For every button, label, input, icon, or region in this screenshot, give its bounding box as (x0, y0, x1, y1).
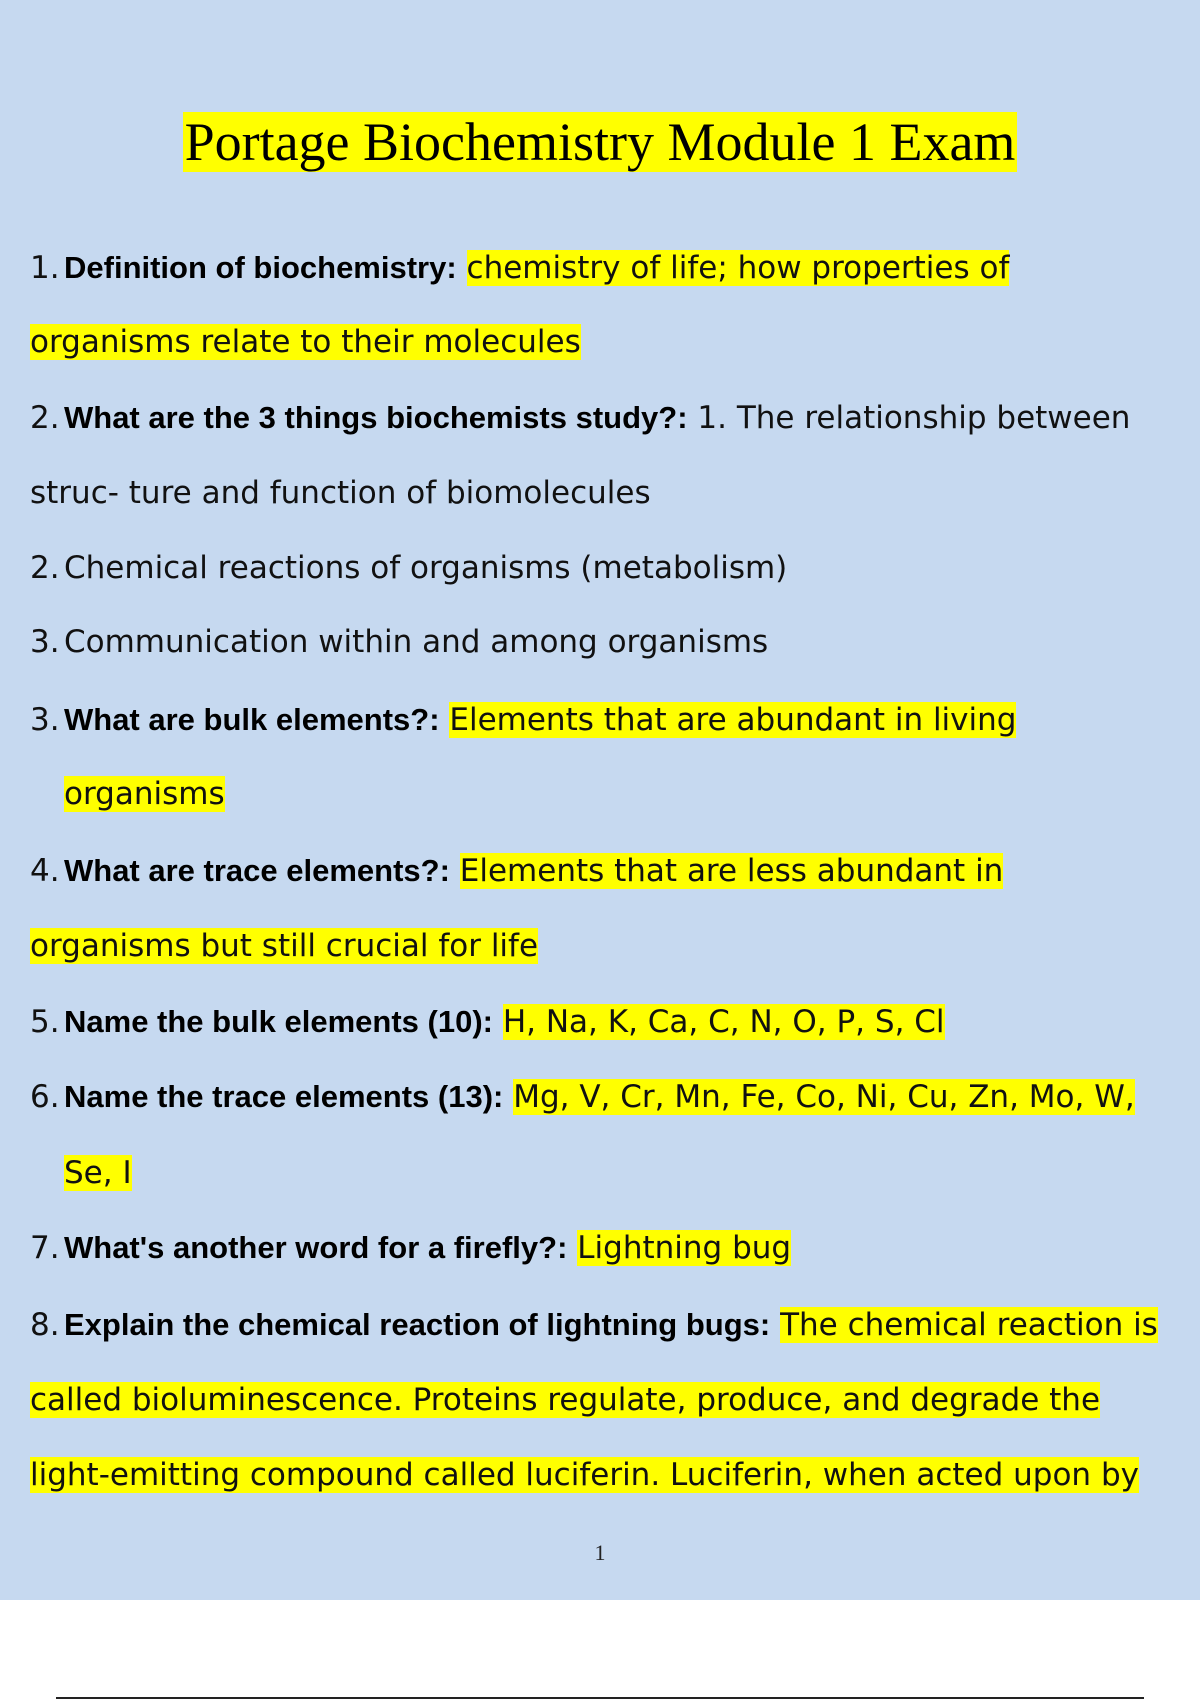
question-text: Explain the chemical reaction of lightning bugs: (64, 1307, 771, 1342)
answer-text: Elements that are abundant in living (449, 702, 1017, 738)
question-number: 1. (30, 250, 60, 286)
answer-continuation: struc- ture and function of biomolecules (30, 475, 651, 511)
page-title: Portage Biochemistry Module 1 Exam (184, 112, 1016, 172)
question-number: 8. (30, 1307, 60, 1343)
question-text: Name the bulk elements (10): (64, 1004, 493, 1039)
answer-continuation: organisms (64, 776, 225, 812)
question-number: 2. (30, 400, 60, 436)
answer-continuation: Se, I (64, 1155, 132, 1191)
question-number: 3. (30, 702, 60, 738)
question-8 (30, 1305, 1158, 1345)
question-number: 7. (30, 1230, 60, 1266)
question-number: 6. (30, 1079, 60, 1115)
answer-continuation: light-emitting compound called luciferin. Luciferin, when acted upon by (30, 1457, 1139, 1493)
question-3 (30, 700, 1016, 740)
page-number: 1 (594, 1540, 606, 1565)
list-item: 3. Communication within and among organisms (30, 624, 769, 660)
question-text: Definition of biochemistry: (64, 250, 457, 285)
question-text: What are trace elements?: (64, 853, 450, 888)
answer-continuation: organisms but still crucial for life (30, 928, 539, 964)
question-5 (30, 1002, 945, 1042)
answer-text: Mg, V, Cr, Mn, Fe, Co, Ni, Cu, Zn, Mo, W, (513, 1079, 1135, 1115)
answer-continuation: organisms relate to their molecules (30, 324, 581, 360)
question-1 (30, 248, 1009, 288)
list-item: 2. Chemical reactions of organisms (metabolism) (30, 550, 788, 586)
answer-text: chemistry of life; how properties of (466, 250, 1010, 286)
question-7 (30, 1228, 791, 1268)
question-2 (30, 398, 1130, 438)
footer-divider (56, 1697, 1144, 1699)
question-text: What are bulk elements?: (64, 702, 440, 737)
answer-text: Lightning bug (577, 1230, 792, 1266)
question-4 (30, 851, 1003, 891)
answer-text: The chemical reaction is (780, 1307, 1158, 1343)
question-text: What are the 3 things biochemists study?: (64, 400, 688, 435)
question-number: 4. (30, 853, 60, 889)
answer-continuation: called bioluminescence. Proteins regulate, produce, and degrade the (30, 1382, 1101, 1418)
answer-text: 1. The relationship between (697, 400, 1131, 436)
question-text: Name the trace elements (13): (64, 1079, 504, 1114)
question-6 (30, 1077, 1135, 1117)
answer-text: Elements that are less abundant in (459, 853, 1004, 889)
question-number: 5. (30, 1004, 60, 1040)
answer-text: H, Na, K, Ca, C, N, O, P, S, Cl (502, 1004, 945, 1040)
question-text: What's another word for a firefly?: (64, 1230, 568, 1265)
